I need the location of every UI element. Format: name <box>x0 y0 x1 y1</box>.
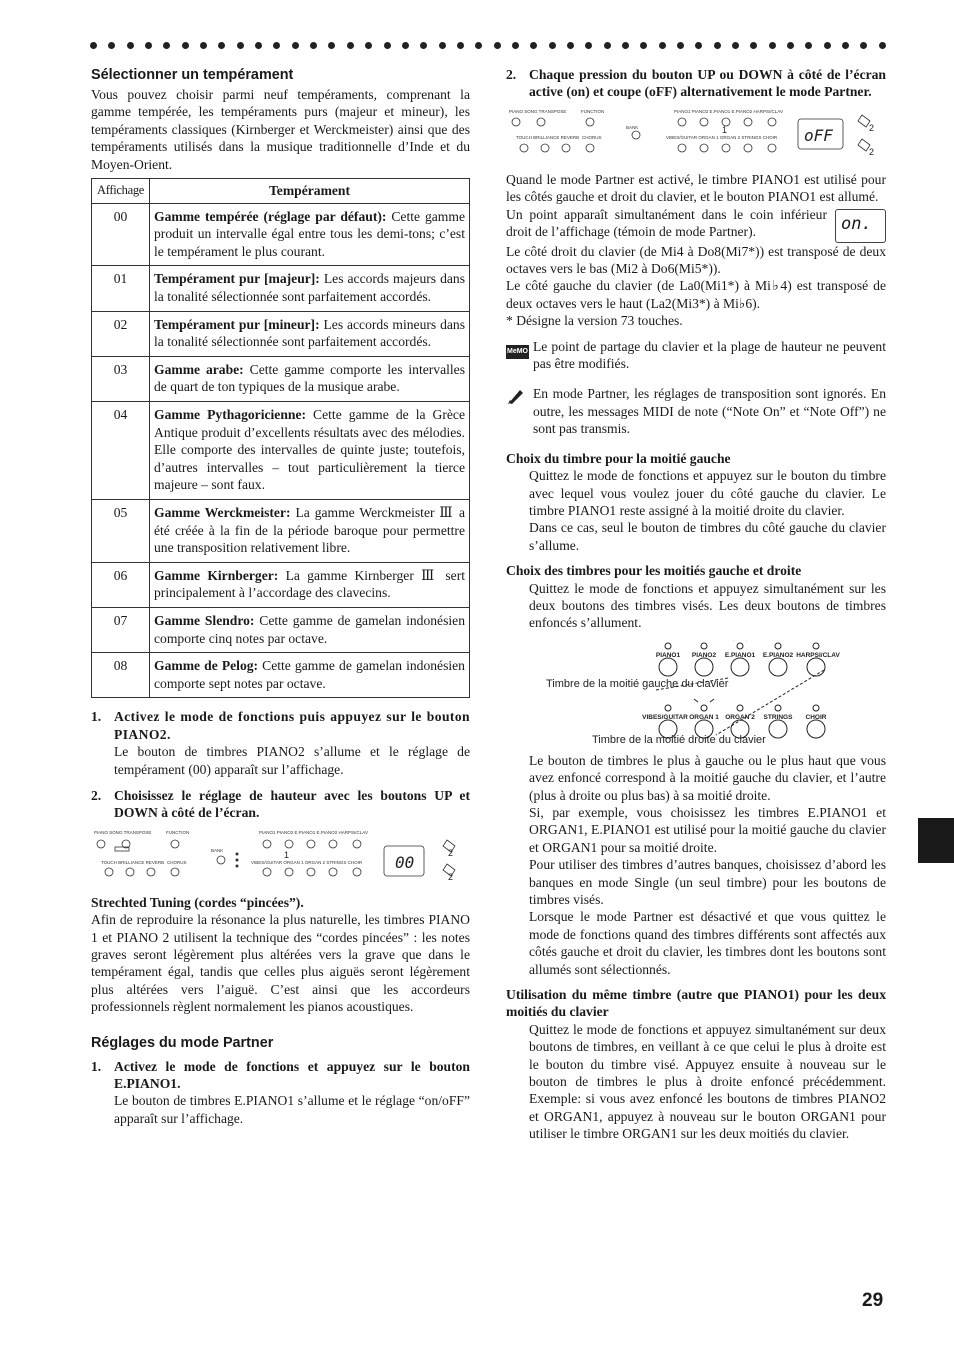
rule-dot <box>567 42 574 49</box>
left-half-body-2: Dans ce cas, seul le bouton de timbres du côté gauche du clavier s’allume. <box>529 520 886 553</box>
rule-dot <box>182 42 189 49</box>
temperament-text: La gamme Werckmeister Ⅲ a été créée à la fin de la période baroque pour permettre une transposition relativement libre. <box>154 504 465 556</box>
svg-text:TOUCH BRILLIANCE REVERB: TOUCH BRILLIANCE REVERB <box>516 134 580 140</box>
table-row <box>92 401 470 499</box>
temperament-text: Cette gamme de gamelan indonésien comporte sept notes par octave. <box>154 658 465 691</box>
diag-caption-right: Timbre de la moitié droite du clavier <box>592 733 766 746</box>
display-code: 03 <box>92 356 150 401</box>
memo-note: MeMO Le point de partage du clavier et la plage de hauteur ne peuvent pas être modifiés. <box>507 338 886 372</box>
display-code: 02 <box>92 311 150 356</box>
display-code: 00 <box>92 203 150 266</box>
rule-dot <box>163 42 170 49</box>
section-title-partner: Réglages du mode Partner <box>91 1034 274 1051</box>
temperament-description <box>150 203 470 266</box>
temperament-name: Gamme Slendro: <box>154 612 255 628</box>
temperament-description <box>150 401 470 499</box>
svg-text:VIBES/GUITAR ORGAN 1 ORGAN 2 S: VIBES/GUITAR ORGAN 1 ORGAN 2 STRINGS CHOIR <box>251 859 363 865</box>
partner-step-1-body: Le bouton de timbres E.PIANO1 s’allume et le réglage “on/oFF” apparaît sur l’affichage. <box>114 1093 470 1126</box>
rule-dot <box>750 42 757 49</box>
partner-step-2: 2. Chaque pression du bouton UP ou DOWN à côté de l’écran active (on) et coupe (oFF) alternativement le mode Partner. <box>506 67 886 100</box>
temperament-description <box>150 499 470 562</box>
temperament-text: Cette gamme produit un intervalle égal entre tous les demi-tons; c’est le tempérament le plus courant. <box>154 208 465 259</box>
control-panel-illustration-1 <box>91 826 470 888</box>
display-code: 05 <box>92 499 150 562</box>
table-header-display: Affichage <box>92 179 150 204</box>
page-number: 29 <box>862 1290 884 1311</box>
rule-dot <box>292 42 299 49</box>
svg-text:2: 2 <box>448 847 454 858</box>
diag-top-label: E.PIANO2 <box>762 651 794 659</box>
section-tab-marker <box>918 818 954 863</box>
diag-caption-left: Timbre de la moitié gauche du clavier <box>546 677 729 690</box>
temperament-name: Gamme Werckmeister: <box>154 504 291 520</box>
display-code: 07 <box>92 607 150 652</box>
partner-p2: Un point apparaît simultanément dans le coin inférieur droit de l’affichage (témoin de mode Partner). <box>506 206 827 240</box>
temperament-text: Cette gamme de gamelan indonésien comporte cinq notes par octave. <box>154 612 465 646</box>
display-off: oFF <box>804 125 833 145</box>
temperament-name: Gamme Kirnberger: <box>154 567 279 583</box>
rule-dot <box>237 42 244 49</box>
explain-3: Pour utiliser des timbres d’autres banques, choisissez d’abord les banques en mode Single (un seul timbre) pour les boutons de timbres visés. <box>529 857 886 907</box>
svg-text:BANK: BANK <box>211 847 224 853</box>
rule-dot <box>732 42 739 49</box>
control-panel-illustration-2 <box>506 105 886 165</box>
table-row <box>92 653 470 698</box>
svg-text:2: 2 <box>448 871 454 882</box>
memo-icon: MeMO <box>506 338 533 373</box>
display-value: 00 <box>395 852 415 872</box>
svg-text:TOUCH BRILLIANCE REVERB: TOUCH BRILLIANCE REVERB <box>101 859 165 865</box>
step-1: 1. Activez le mode de fonctions puis appuyez sur le bouton PIANO2. <box>91 709 470 742</box>
rule-dot <box>860 42 867 49</box>
table-row <box>92 562 470 607</box>
svg-text:FUNCTION: FUNCTION <box>581 108 605 114</box>
svg-text:2: 2 <box>869 146 875 157</box>
explain-2: Si, par exemple, vous choisissez les timbres E.PIANO1 et ORGAN1, E.PIANO1 est utilisé pour la moitié gauche du clavier et ORGAN1 pour sa moitié droite. <box>529 804 886 855</box>
subhead-left-half: Choix du timbre pour la moitié gauche <box>506 450 731 466</box>
rule-dot <box>439 42 446 49</box>
svg-text:PIANO SONG TRANSPOSE: PIANO SONG TRANSPOSE <box>94 829 152 835</box>
timbre-selection-diagram <box>506 640 886 752</box>
left-column <box>91 66 470 1127</box>
temperament-text: Cette gamme de la Grèce Antique produit d’excellents résultats avec des mélodies. Elle comporte des intervalles de quinte juste; toutefois, d’autres intervalles – tout particulièrement la tierce majeure – sont faux. <box>154 406 465 493</box>
rule-dot <box>842 42 849 49</box>
step-1-body: Le bouton de timbres PIANO2 s’allume et le réglage de tempérament (00) apparaît sur l’affichage. <box>114 744 470 777</box>
diag-bottom-label: STRINGS <box>763 713 793 721</box>
rule-dot <box>347 42 354 49</box>
rule-dot <box>457 42 464 49</box>
left-half-body-1: Quittez le mode de fonctions et appuyez sur le bouton du timbre avec lequel vous voulez jouer du côté gauche du clavier. Le timbre PIANO1 reste assigné à la moitié droite du clavier. <box>529 468 886 518</box>
temperament-text: Les accords majeurs dans la tonalité sélectionnée sont parfaitement accordés. <box>154 271 465 304</box>
partner-p5: * Désigne la version 73 touches. <box>506 313 683 329</box>
diag-bottom-label: VIBES/GUITAR <box>642 713 688 721</box>
rule-dot <box>402 42 409 49</box>
rule-dot <box>824 42 831 49</box>
temperament-name: Gamme Pythagoricienne: <box>154 406 307 422</box>
rule-dot <box>677 42 684 49</box>
explain-4: Lorsque le mode Partner est désactivé et que vous quittez le mode de fonctions quand des timbres différents sont affectés aux côtés gauche et droit du clavier, les timbres dont les boutons sont allumés sont sélectionnés. <box>529 909 886 977</box>
temperament-name: Gamme tempérée (réglage par défaut): <box>154 208 387 224</box>
same-timbre-body: Quittez le mode de fonctions et appuyez simultanément sur deux boutons de timbres, en veillant à ce que celui le plus à droite est le bouton du timbre visé. Appuyez ensuite à nouveau sur le bouton de timbres le plus à droite enfoncé précédemment. Exemple: si vous avez enfoncé les boutons de timbres PIANO2 et ORGAN1, appuyez à nouveau sur le bouton ORGAN1 pour utiliser le timbre ORGAN1 sur les deux moitiés du clavier. <box>529 1021 886 1142</box>
rule-dot <box>328 42 335 49</box>
rule-dot <box>879 42 886 49</box>
temperament-intro: Vous pouvez choisir parmi neuf tempéraments, comprenant la gamme tempérée, les tempéraments purs (majeur et mineur), les tempéraments classiques (Kirnberger et Werckmeister) ainsi que des tempéraments utilisés dans la musique traditionnelle d’Inde et du Moyen-Orient. <box>91 87 470 172</box>
right-column <box>506 66 886 1143</box>
svg-text:PIANO1 PIANO2 E.PIANO1 E.PI: PIANO1 PIANO2 E.PIANO1 E.PIANO2 HARPSI/CLAV <box>259 829 368 835</box>
svg-text:1: 1 <box>284 849 290 860</box>
rule-dot <box>494 42 501 49</box>
rule-dot <box>145 42 152 49</box>
diag-bottom-label: ORGAN 1 <box>689 713 719 721</box>
temperament-name: Tempérament pur [mineur]: <box>154 316 320 332</box>
rule-dot <box>622 42 629 49</box>
rule-dot <box>90 42 97 49</box>
temperament-name: Gamme de Pelog: <box>154 658 259 674</box>
table-row <box>92 607 470 652</box>
table-row <box>92 499 470 562</box>
temperament-name: Gamme arabe: <box>154 361 244 377</box>
rule-dot <box>512 42 519 49</box>
rule-dot <box>108 42 115 49</box>
temperament-text: Les accords mineurs dans la tonalité sélectionnée sont parfaitement accordés. <box>154 316 465 350</box>
partner-indicator-block <box>506 206 886 243</box>
rule-dot <box>218 42 225 49</box>
partner-p4: Le côté gauche du clavier (de La0(Mi1*) à Mi♭4) est transposé de deux octaves vers le haut (La2(Mi3*) à Mi♭6). <box>506 278 886 311</box>
rule-dot <box>273 42 280 49</box>
display-code: 01 <box>92 266 150 311</box>
table-row <box>92 311 470 356</box>
temperament-description <box>150 311 470 356</box>
table-header-temperament: Tempérament <box>150 179 470 204</box>
rule-dot <box>585 42 592 49</box>
temperament-table <box>91 178 470 698</box>
diag-top-label: PIANO2 <box>691 651 717 659</box>
svg-text:FUNCTION: FUNCTION <box>166 829 190 835</box>
rule-dot <box>659 42 666 49</box>
rule-dot <box>604 42 611 49</box>
rule-dot <box>310 42 317 49</box>
rule-dot <box>787 42 794 49</box>
svg-text:VIBES/GUITAR ORGAN 1 ORGAN 2 S: VIBES/GUITAR ORGAN 1 ORGAN 2 STRINGS CHOIR <box>666 134 778 140</box>
table-row <box>92 203 470 266</box>
display-on: on. <box>835 209 886 243</box>
both-halves-body: Quittez le mode de fonctions et appuyez simultanément sur les deux boutons des timbres visés. Les deux boutons de timbres enfoncés s’allument. <box>529 580 886 631</box>
subhead-same-timbre: Utilisation du même timbre (autre que PIANO1) pour les deux moitiés du clavier <box>506 987 886 1020</box>
rule-dot <box>530 42 537 49</box>
rule-dot <box>695 42 702 49</box>
table-row <box>92 266 470 311</box>
diag-top-label: E.PIANO1 <box>724 651 756 659</box>
stretched-tuning-body: Afin de reproduire la résonance la plus naturelle, les timbres PIANO 1 et PIANO 2 utilisent la technique des “cordes pincées” : les notes graves seront légèrement plus altérées vers la grave que dans le tempérament égal, tandis que celles plus aiguës seront légèrement plus altérées vers l’aiguë. C’est ainsi que les accordeurs professionnels règlent normalement les pianos acoustiques. <box>91 912 470 1015</box>
rule-dot <box>714 42 721 49</box>
temperament-description <box>150 562 470 607</box>
rule-dot <box>365 42 372 49</box>
rule-dot <box>255 42 262 49</box>
diag-bottom-label: CHOIR <box>805 713 827 721</box>
subhead-both-halves: Choix des timbres pour les moitiés gauche et droite <box>506 563 802 579</box>
section-title-temperament: Sélectionner un tempérament <box>91 67 294 83</box>
temperament-name: Tempérament pur [majeur]: <box>154 271 320 287</box>
svg-text:2: 2 <box>869 122 875 133</box>
rule-dot <box>805 42 812 49</box>
stretched-tuning-title: Strechted Tuning (cordes “pincées”). <box>91 894 304 910</box>
warning-note: En mode Partner, les réglages de transposition sont ignorés. En outre, les messages MIDI de note (“Note On” et “Note Off”) ne sont pas transmis. <box>506 385 886 437</box>
rule-dot <box>420 42 427 49</box>
display-code: 04 <box>92 401 150 499</box>
partner-p1: Quand le mode Partner est activé, le timbre PIANO1 est utilisé pour les côtés gauche et droit du clavier, et le bouton PIANO1 est allumé. <box>506 171 886 205</box>
temperament-text: La gamme Kirnberger Ⅲ sert principalement à l’accordage des clavecins. <box>154 567 465 601</box>
svg-text:BANK: BANK <box>626 124 639 130</box>
diag-bottom-label: ORGAN 2 <box>725 713 755 721</box>
rule-dot <box>127 42 134 49</box>
rule-dot <box>769 42 776 49</box>
temperament-text: Cette gamme comporte les intervalles de quart de ton typiques de la musique arabe. <box>154 361 466 395</box>
rule-dot <box>200 42 207 49</box>
partner-step-1: 1. Activez le mode de fonctions et appuyez sur le bouton E.PIANO1. <box>91 1058 470 1091</box>
dotted-rule <box>90 38 886 52</box>
partner-p3: Le côté droit du clavier (de Mi4 à Do8(Mi7*)) est transposé de deux octaves vers le bas (Mi2 à Do6(Mi5*)). <box>506 243 886 277</box>
temperament-description <box>150 653 470 698</box>
display-code: 06 <box>92 562 150 607</box>
svg-text:CHORUS: CHORUS <box>582 134 602 140</box>
svg-text:CHORUS: CHORUS <box>167 859 187 865</box>
temperament-description <box>150 607 470 652</box>
rule-dot <box>475 42 482 49</box>
table-row <box>92 356 470 401</box>
svg-text:PIANO SONG TRANSPOSE: PIANO SONG TRANSPOSE <box>509 108 567 114</box>
temperament-description <box>150 266 470 311</box>
warning-pen-icon <box>506 385 533 437</box>
temperament-description <box>150 356 470 401</box>
diag-top-label: PIANO1 <box>655 651 681 659</box>
svg-text:PIANO1 PIANO2 E.PIANO1 E.PI: PIANO1 PIANO2 E.PIANO1 E.PIANO2 HARPSI/CLAV <box>674 108 783 114</box>
rule-dot <box>640 42 647 49</box>
rule-dot <box>384 42 391 49</box>
step-2: 2. Choisissez le réglage de hauteur avec les boutons UP et DOWN à côté de l’écran. <box>91 787 470 821</box>
diag-top-label: HARPSI/CLAV <box>796 651 840 659</box>
svg-text:1: 1 <box>722 124 728 135</box>
explain-1: Le bouton de timbres le plus à gauche ou le plus haut que vous avez enfoncé correspond à la moitié gauche du clavier, et l’autre (plus à droite ou plus bas) à sa moitié droite. <box>529 752 886 803</box>
display-code: 08 <box>92 653 150 698</box>
rule-dot <box>549 42 556 49</box>
